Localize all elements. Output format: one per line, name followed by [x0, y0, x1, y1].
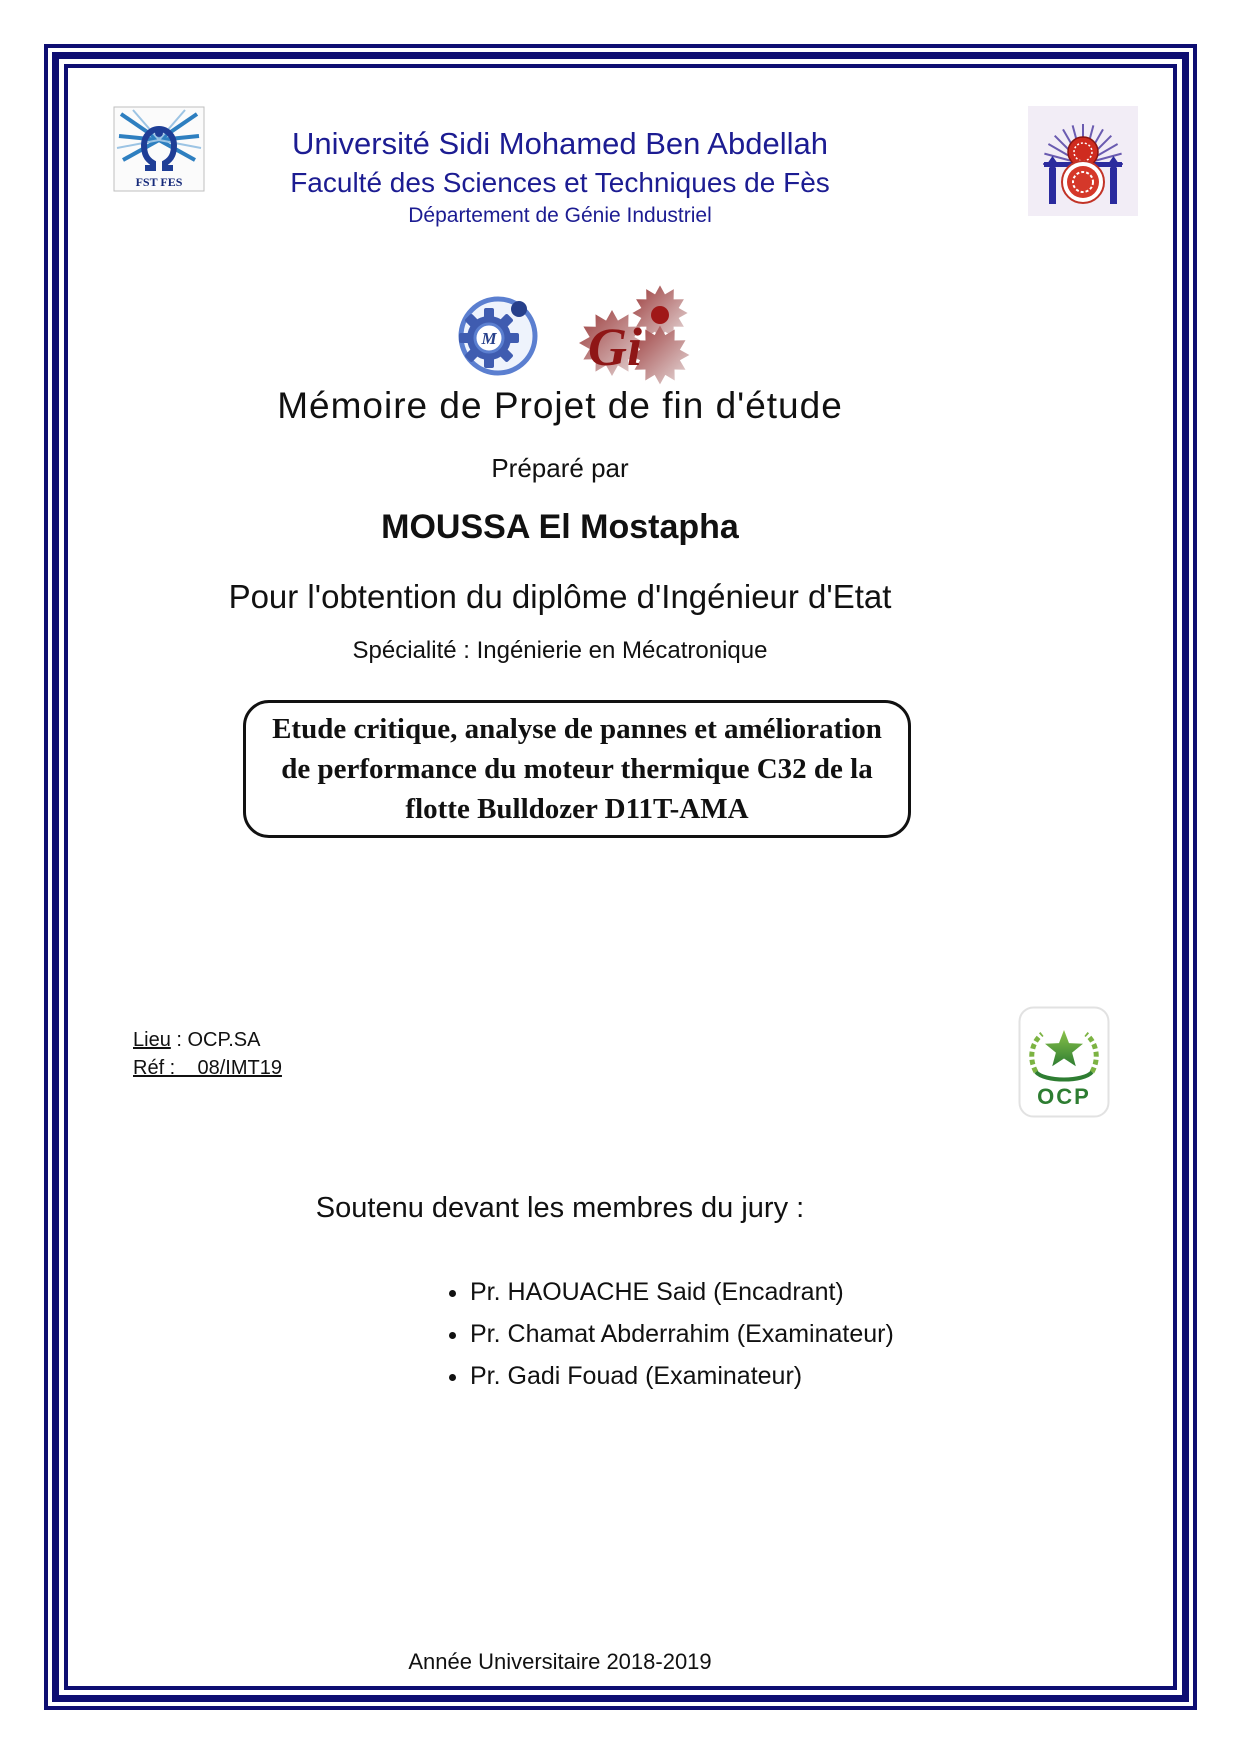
subject-line-2: de performance du moteur thermique C32 de la [281, 753, 873, 785]
university-name: Université Sidi Mohamed Ben Abdellah [292, 126, 828, 161]
jury-member: • Pr. Gadi Fouad (Examinateur) [470, 1362, 894, 1391]
subject-line-1: Etude critique, analyse de pannes et amélioration [272, 713, 882, 745]
jury-member: • Pr. HAOUACHE Said (Encadrant) [470, 1278, 894, 1307]
subject-line-3: flotte Bulldozer D11T-AMA [405, 793, 749, 825]
jury-heading: Soutenu devant les membres du jury : [315, 1192, 805, 1224]
memoire-title: Mémoire de Projet de fin d'étude [277, 385, 843, 426]
specialty-line: Spécialité : Ingénierie en Mécatronique [352, 637, 768, 664]
department-logos [450, 283, 690, 385]
prepared-by-label: Préparé par [491, 453, 629, 483]
author-name: MOUSSA El Mostapha [381, 508, 739, 546]
university-header [60, 126, 1060, 229]
diploma-line: Pour l'obtention du diplôme d'Ingénieur d'Etat [228, 578, 892, 615]
genie-industriel-gi-logo-icon [576, 283, 690, 385]
ref-line: Réf : 08/IMT19 [133, 1057, 282, 1079]
subject-title-box [243, 700, 911, 838]
jury-member: • Pr. Chamat Abderrahim (Examinateur) [470, 1320, 894, 1349]
mecatronique-gear-logo-icon [450, 284, 546, 384]
gi-logo-label: Gi [588, 317, 642, 377]
jury-list [450, 1278, 894, 1404]
ocp-logo-icon [1018, 1006, 1110, 1118]
ocp-logo-label: OCP [1037, 1084, 1091, 1109]
department-name: Département de Génie Industriel [408, 204, 712, 228]
lieu-label: Lieu [133, 1029, 171, 1051]
mecatronique-letter: M [481, 329, 497, 348]
location-block [133, 1026, 282, 1082]
academic-year: Année Universitaire 2018-2019 [408, 1649, 712, 1674]
faculty-name: Faculté des Sciences et Techniques de Fès [290, 166, 830, 198]
lieu-line [133, 1026, 282, 1054]
fst-fes-logo-label: FST FES [135, 175, 183, 189]
lieu-value: : OCP.SA [170, 1029, 261, 1051]
